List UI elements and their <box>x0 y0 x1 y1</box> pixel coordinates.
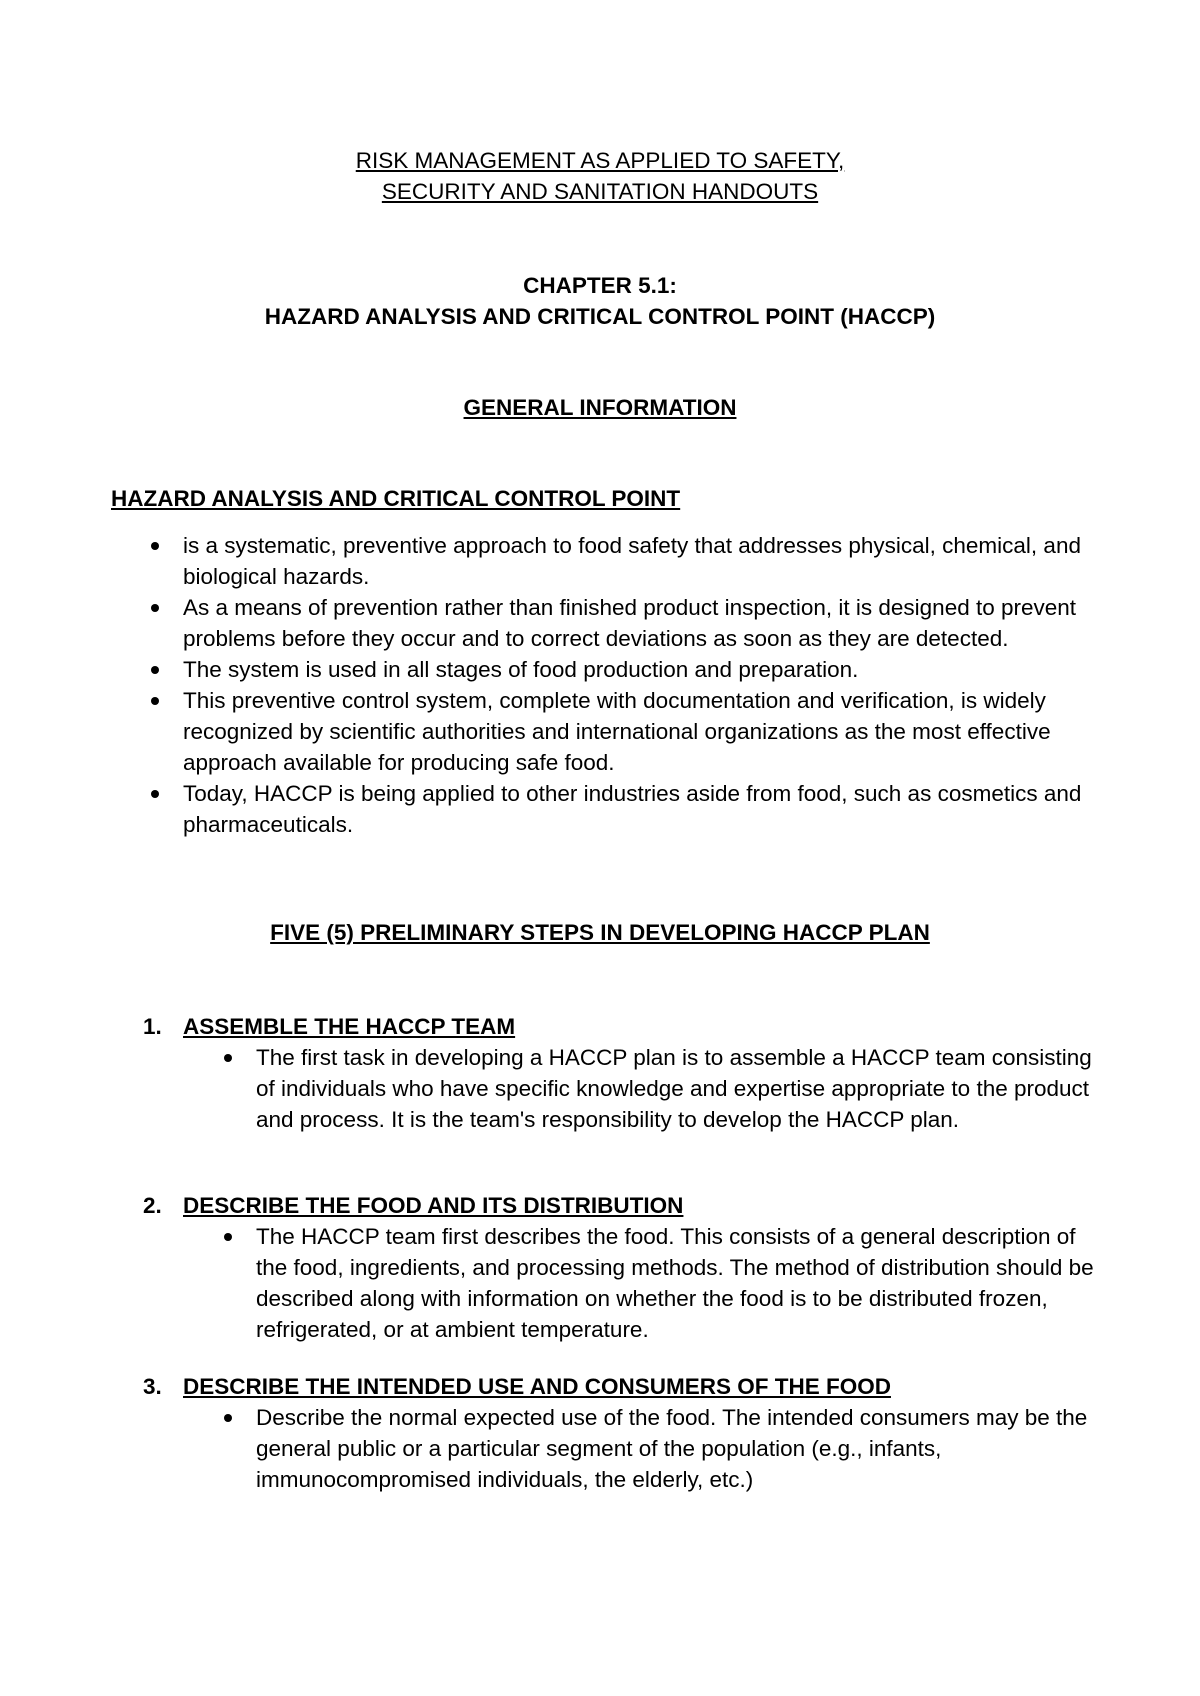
title-line-1: RISK MANAGEMENT AS APPLIED TO SAFETY, <box>355 148 845 173</box>
haccp-subheading: HAZARD ANALYSIS AND CRITICAL CONTROL POINT <box>111 486 681 511</box>
chapter-number: CHAPTER 5.1: <box>523 273 677 298</box>
list-item <box>256 1221 1096 1345</box>
bullet-text: The HACCP team first describes the food. This consists of a general description of the food, ingredients, and processing methods. The method of distribution should be described along with information on whether the food is to be distributed frozen, refrigerated, or at ambient temperature. <box>256 1224 1094 1342</box>
step-title: ASSEMBLE THE HACCP TEAM <box>183 1014 516 1039</box>
list-item <box>183 654 1103 685</box>
step-bullet-list <box>256 1042 1096 1135</box>
step-2 <box>143 1190 1103 1345</box>
bullet-text: is a systematic, preventive approach to food safety that addresses physical, chemical, and biological hazards. <box>183 533 1081 589</box>
bullet-icon <box>224 1233 232 1241</box>
preliminary-steps-heading: FIVE (5) PRELIMINARY STEPS IN DEVELOPING HACCP PLAN <box>270 920 930 945</box>
list-item <box>183 778 1103 840</box>
step-number: 1. <box>143 1014 162 1039</box>
bullet-icon <box>151 790 159 798</box>
chapter-heading <box>0 270 1200 332</box>
bullet-text: As a means of prevention rather than finished product inspection, it is designed to prevent problems before they occur and to correct deviations as soon as they are detected. <box>183 595 1077 651</box>
bullet-icon <box>151 542 159 550</box>
step-3 <box>143 1371 1103 1495</box>
bullet-text: Describe the normal expected use of the food. The intended consumers may be the general public or a particular segment of the population (e.g., infants, immunocompromised individuals, the elderly, etc.) <box>256 1405 1088 1492</box>
chapter-title: HAZARD ANALYSIS AND CRITICAL CONTROL POINT (HACCP) <box>264 304 936 329</box>
bullet-icon <box>151 604 159 612</box>
list-item <box>183 530 1103 592</box>
list-item <box>183 685 1103 778</box>
intro-bullet-list <box>183 530 1103 840</box>
bullet-icon <box>224 1054 232 1062</box>
bullet-text: This preventive control system, complete with documentation and verification, is widely recognized by scientific authorities and international organizations as the most effective approach available for producing safe food. <box>183 688 1051 775</box>
step-1 <box>143 1011 1103 1135</box>
list-item <box>183 592 1103 654</box>
step-title: DESCRIBE THE FOOD AND ITS DISTRIBUTION <box>183 1193 684 1218</box>
general-information-heading: GENERAL INFORMATION <box>463 395 737 420</box>
bullet-icon <box>151 697 159 705</box>
bullet-text: The first task in developing a HACCP plan is to assemble a HACCP team consisting of individuals who have specific knowledge and expertise appropriate to the product and process. It is the team's responsibility to develop the HACCP plan. <box>256 1045 1092 1132</box>
step-heading <box>143 1190 1103 1221</box>
step-number: 2. <box>143 1193 162 1218</box>
step-bullet-list <box>256 1402 1096 1495</box>
step-bullet-list <box>256 1221 1096 1345</box>
bullet-text: The system is used in all stages of food production and preparation. <box>183 657 859 682</box>
document-title <box>0 145 1200 207</box>
step-title: DESCRIBE THE INTENDED USE AND CONSUMERS OF THE FOOD <box>183 1374 891 1399</box>
step-number: 3. <box>143 1374 162 1399</box>
step-heading <box>143 1011 1103 1042</box>
step-heading <box>143 1371 1103 1402</box>
list-item <box>256 1042 1096 1135</box>
bullet-icon <box>151 666 159 674</box>
title-line-2: SECURITY AND SANITATION HANDOUTS <box>381 179 819 204</box>
list-item <box>256 1402 1096 1495</box>
bullet-text: Today, HACCP is being applied to other industries aside from food, such as cosmetics and pharmaceuticals. <box>183 781 1082 837</box>
bullet-icon <box>224 1414 232 1422</box>
